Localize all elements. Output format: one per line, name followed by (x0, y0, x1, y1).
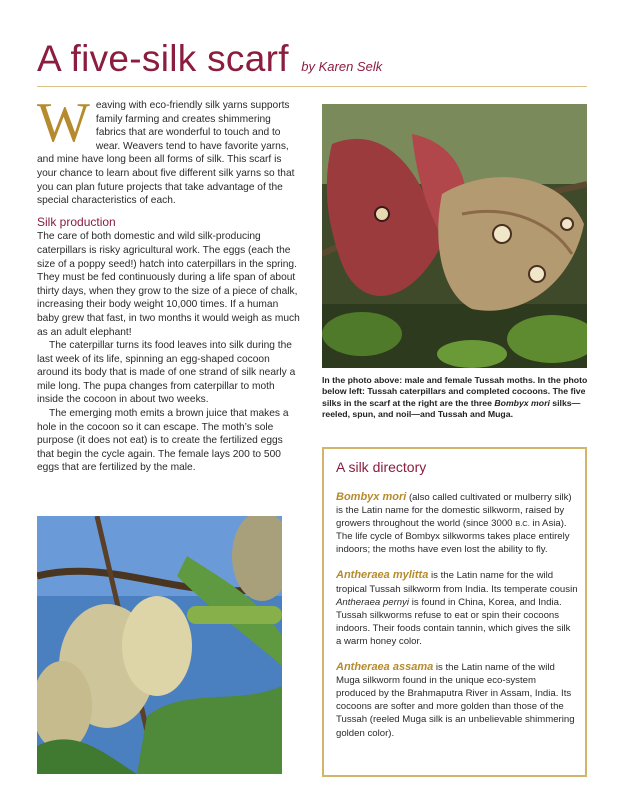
drop-cap: W (37, 92, 90, 154)
entry-text: is the Latin name for the wild tropical Tussah silkworm from India. Its temperate cousin (336, 570, 578, 595)
entry-name: Bombyx mori (336, 491, 407, 503)
entry-smallcaps: B.C. (515, 519, 530, 529)
intro-paragraph (37, 92, 301, 208)
entry-text: is the Latin name of the wild Muga silkworm found in the unique eco-system produced by the Brahmaputra River in Assam, India. Its cocoons are softer and more golden than those of the Tussah (reeled Muga silk is an unbelievable shimmering golden color). (336, 662, 575, 739)
entry-text: in Asia). The life cycle of Bombyx silkworms takes place entirely indoors; the moths have even lost the ability to fly. (336, 518, 570, 556)
section-heading: Silk production (37, 214, 116, 229)
body-paragraph: The care of both domestic and wild silk-producing caterpillars is risky agricultural work. The eggs (each the size of a poppy seed!) hatch into caterpillars in the spring. They must be fed continuously during a life span of about thirty days, when they grow to the size of a piece of chalk, increasing their body weight 10,000 times. If a human baby grew that fast, in two months it would weigh as much as an adult elephant! (37, 231, 300, 338)
entry-name: Antheraea mylitta (336, 569, 429, 582)
entry-italic: Antheraea pernyi (336, 596, 410, 608)
photo-caption (322, 375, 590, 420)
page-title: A five-silk scarf (37, 38, 289, 79)
caption-text: In the photo above: male and female Tussah moths. In the photo below left: Tussah caterpillars and completed cocoons. The five silks in the scarf at the right are the three (322, 375, 588, 408)
left-column (37, 92, 301, 475)
caption-text: silks—reeled, spun, and noil—and Tussah and Muga. (322, 397, 581, 419)
directory-entry (336, 491, 578, 556)
entry-name: Antheraea assama (336, 661, 434, 674)
body-paragraph: The caterpillar turns its food leaves into silk during the last week of its life, spinning an egg-shaped cocoon around its body that is made of one strand of silk nearly a mile long. The pupa changes from caterpillar to moth inside the cocoon in about two weeks. (37, 340, 296, 406)
silk-directory-box (322, 447, 587, 777)
title-row (37, 38, 597, 82)
intro-text: eaving with eco-friendly silk yarns supports family farming and creates shimmering fabrics that are wonderful to touch and to wear. Weavers tend to have favorite yarns, and mine have long been all forms of silk. This scarf is your chance to learn about five different silk yarns so that you can plan future projects that take advantage of the special characteristics of each. (37, 100, 295, 207)
title-divider (37, 86, 587, 87)
photo-cocoons (37, 516, 282, 774)
directory-entry (336, 569, 578, 648)
caption-italic: Bombyx mori (494, 397, 550, 408)
directory-entry (336, 661, 578, 740)
entry-text: (also called cultivated or mulberry silk) is the Latin name for the domestic silkworm, raised by growers throughout the world (since 3000 (336, 492, 572, 530)
photo-tussah-moths (322, 104, 587, 368)
body-paragraph: The emerging moth emits a brown juice that makes a hole in the cocoon so it can escape. The moth’s sole purpose (it does not eat) is to create the fertilized eggs that begin the cycle again. The female lays 200 to 500 eggs that are fertilized by the male. (37, 408, 289, 474)
directory-title: A silk directory (336, 459, 427, 475)
byline: by Karen Selk (301, 59, 383, 74)
entry-text: is found in China, Korea, and India. Tussah silkworms refuse to eat or spin their cocoons indoors. Their foods contain tannin, which gives the silk a warm honey color. (336, 596, 571, 647)
directory-body (336, 491, 578, 753)
